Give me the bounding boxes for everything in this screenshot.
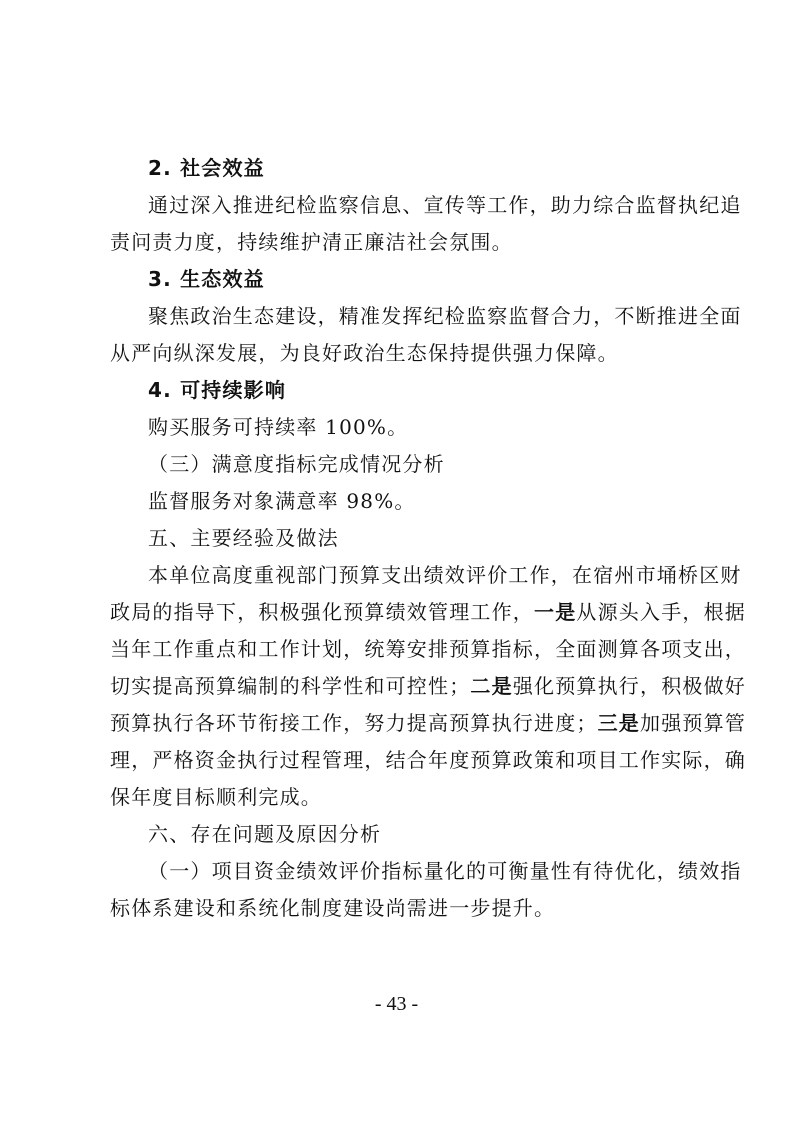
paragraph-line: [110, 594, 750, 631]
emphasis-second: 二是: [470, 674, 513, 698]
document-body: [110, 150, 750, 927]
paragraph-line: [110, 705, 750, 742]
paragraph-line: [110, 668, 750, 705]
paragraph-text: 加强预算管: [640, 711, 747, 735]
paragraph-line: 本单位高度重视部门预算支出绩效评价工作，在宿州市埇桥区财: [148, 563, 742, 587]
paragraph-line: 当年工作重点和工作计划，统筹安排预算指标，全面测算各项支出，: [110, 637, 746, 661]
heading-satisfaction-analysis: （三）满意度指标完成情况分析: [148, 452, 445, 476]
paragraph-line: 保年度目标顺利完成。: [110, 785, 322, 809]
heading-ecological-benefit: 3. 生态效益: [148, 267, 265, 291]
paragraph-line: 理，严格资金执行过程管理，结合年度预算政策和项目工作实际，确: [110, 748, 746, 772]
emphasis-first: 一是: [534, 600, 577, 624]
paragraph-line: 从严向纵深发展，为良好政治生态保持提供强力保障。: [110, 341, 619, 365]
paragraph-line: 标体系建设和系统化制度建设尚需进一步提升。: [110, 896, 556, 920]
paragraph-text: 预算执行各环节衔接工作，努力提高预算执行进度；: [110, 711, 598, 735]
paragraph-line: （一）项目资金绩效评价指标量化的可衡量性有待优化，绩效指: [148, 859, 742, 883]
heading-existing-problems: 六、存在问题及原因分析: [148, 822, 382, 846]
emphasis-third: 三是: [597, 711, 641, 735]
paragraph-text: 切实提高预算编制的科学性和可控性；: [110, 674, 471, 698]
paragraph-text: 从源头入手，根据: [576, 600, 747, 624]
page-number: - 43 -: [374, 993, 419, 1015]
paragraph-line: 聚焦政治生态建设，精准发挥纪检监察监督合力，不断推进全面: [148, 304, 742, 328]
paragraph-text: 政局的指导下，积极强化预算绩效管理工作，: [110, 600, 534, 624]
paragraph-line: 通过深入推进纪检监察信息、宣传等工作，助力综合监督执纪追: [148, 193, 742, 217]
paragraph-line: 监督服务对象满意率 98%。: [148, 489, 416, 513]
heading-social-benefit: 2. 社会效益: [148, 156, 265, 180]
paragraph-line: 购买服务可持续率 100%。: [148, 415, 409, 439]
heading-sustainable-impact: 4. 可持续影响: [148, 378, 287, 402]
paragraph-text: 强化预算执行，积极做好: [512, 674, 747, 698]
paragraph-line: 责问责力度，持续维护清正廉洁社会氛围。: [110, 230, 513, 254]
heading-main-experience: 五、主要经验及做法: [148, 526, 339, 550]
